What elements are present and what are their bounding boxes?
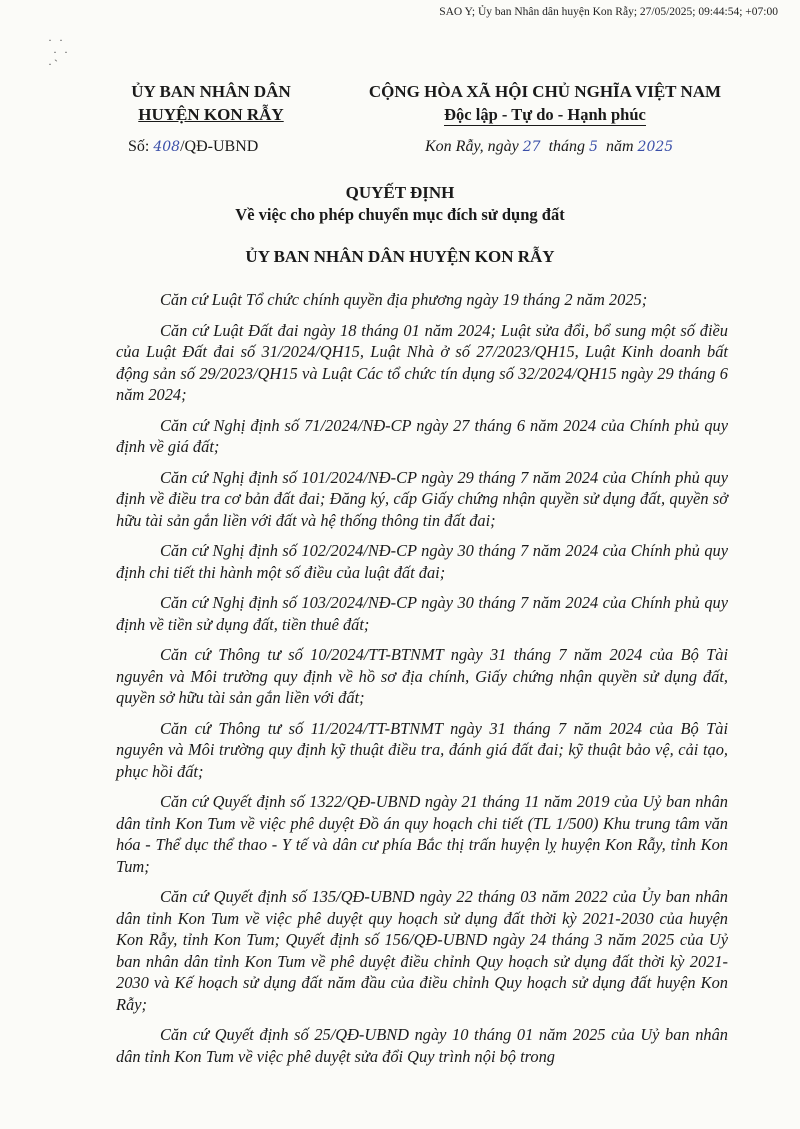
legal-basis-paragraph: Căn cứ Nghị định số 102/2024/NĐ-CP ngày 30 tháng 7 năm 2024 của Chính phủ quy định chi tiết thi hành một số điều của luật đất đai; [116,541,728,582]
national-motto-wrap [330,103,760,126]
date-year: 2025 [637,139,674,155]
number-prefix: Số: [128,138,150,155]
national-title-header [330,80,760,126]
issuing-body: ỦY BAN NHÂN DÂN HUYỆN KON RẪY [245,247,555,266]
legal-basis-paragraph: Căn cứ Quyết định số 135/QĐ-UBND ngày 22 tháng 03 năm 2022 của Ủy ban nhân dân tỉnh Kon Tum về việc phê duyệt quy hoạch sử dụng đất thời kỳ 2021-2030 của huyện Kon Rẫy, tỉnh Kon Tum; Quyết định số 156/QĐ-UBND ngày 24 tháng 3 năm 2025 của Uỷ ban nhân dân tỉnh Kon Tum về phê duyệt điều chỉnh Quy hoạch sử dụng đất thời kỳ 2021-2030 và Kế hoạch sử dụng đất năm đầu của điều chỉnh Quy hoạch sử dụng đất huyện Kon Rẫy; [116,887,728,1014]
document-number [128,138,258,156]
number-suffix: /QĐ-UBND [180,138,259,155]
number-value: 408 [153,139,181,155]
legal-basis-paragraph: Căn cứ Thông tư số 11/2024/TT-BTNMT ngày 31 tháng 7 năm 2024 của Bộ Tài nguyên và Môi trường quy định kỹ thuật điều tra, đánh giá đất đai; kỹ thuật bảo vệ, cải tạo, phục hồi đất; [116,718,728,781]
document-subject: Về việc cho phép chuyển mục đích sử dụng đất [235,205,565,224]
legal-basis-paragraph: Căn cứ Nghị định số 71/2024/NĐ-CP ngày 27 tháng 6 năm 2024 của Chính phủ quy định về giá đất; [116,415,728,456]
document-title-block [0,182,800,268]
digital-copy-stamp: SAO Y; Ủy ban Nhân dân huyện Kon Rẫy; 27/05/2025; 09:44:54; +07:00 [439,6,778,18]
authority-line-1: ỦY BAN NHÂN DÂN [131,82,291,101]
scan-marks: · · · · ·` [48,33,70,71]
legal-basis-paragraph: Căn cứ Luật Đất đai ngày 18 tháng 01 năm 2024; Luật sửa đổi, bổ sung một số điều của Luật Đất đai số 31/2024/QH15, Luật Nhà ở số 27/2023/QH15, Luật Kinh doanh bất động sản số 29/2023/QH15 và Luật Các tổ chức tín dụng số 32/2024/QH15 ngày 29 tháng 6 năm 2024; [116,320,728,404]
legal-basis-paragraph: Căn cứ Quyết định số 1322/QĐ-UBND ngày 21 tháng 11 năm 2019 của Uỷ ban nhân dân tỉnh Kon Tum về việc phê duyệt Đồ án quy hoạch chi tiết (TL 1/500) Khu trung tâm văn hóa - Thể dục thể thao - Y tế và dân cư phía Bắc thị trấn huyện lỵ huyện Kon Rẫy, tỉnh Kon Tum; [116,792,728,876]
date-month: 5 [589,139,598,155]
legal-basis-body [116,289,728,1076]
national-motto: Độc lập - Tự do - Hạnh phúc [444,105,646,124]
issuing-authority-header [96,80,326,126]
legal-basis-paragraph: Căn cứ Thông tư số 10/2024/TT-BTNMT ngày 31 tháng 7 năm 2024 của Bộ Tài nguyên và Môi trường quy định về hồ sơ địa chính, Giấy chứng nhận quyền sử dụng đất, quyền sở hữu tài sản gắn liền với đất; [116,645,728,707]
authority-line-2: HUYỆN KON RẪY [138,105,284,124]
date-day: 27 [522,139,541,155]
legal-basis-paragraph: Căn cứ Luật Tổ chức chính quyền địa phương ngày 19 tháng 2 năm 2025; [160,290,648,309]
legal-basis-paragraph: Căn cứ Nghị định số 101/2024/NĐ-CP ngày 29 tháng 7 năm 2024 của Chính phủ quy định về điều tra cơ bản đất đai; Đăng ký, cấp Giấy chứng nhận quyền sử dụng đất, quyền sở hữu tài sản gắn liền với đất và hệ thống thông tin đất đai; [116,467,728,530]
date-month-label: tháng [548,138,586,155]
date-place: Kon Rẫy, ngày [425,138,519,155]
document-type: QUYẾT ĐỊNH [345,183,455,202]
document-date [425,138,673,156]
national-title: CỘNG HÒA XÃ HỘI CHỦ NGHĨA VIỆT NAM [368,82,722,101]
legal-basis-paragraph: Căn cứ Quyết định số 25/QĐ-UBND ngày 10 tháng 01 năm 2025 của Uỷ ban nhân dân tỉnh Kon Tum về việc phê duyệt sửa đổi Quy trình nội bộ trong [116,1025,728,1066]
legal-basis-paragraph: Căn cứ Nghị định số 103/2024/NĐ-CP ngày 30 tháng 7 năm 2024 của Chính phủ quy định về tiền sử dụng đất, tiền thuê đất; [116,593,728,634]
date-year-label: năm [605,138,634,155]
